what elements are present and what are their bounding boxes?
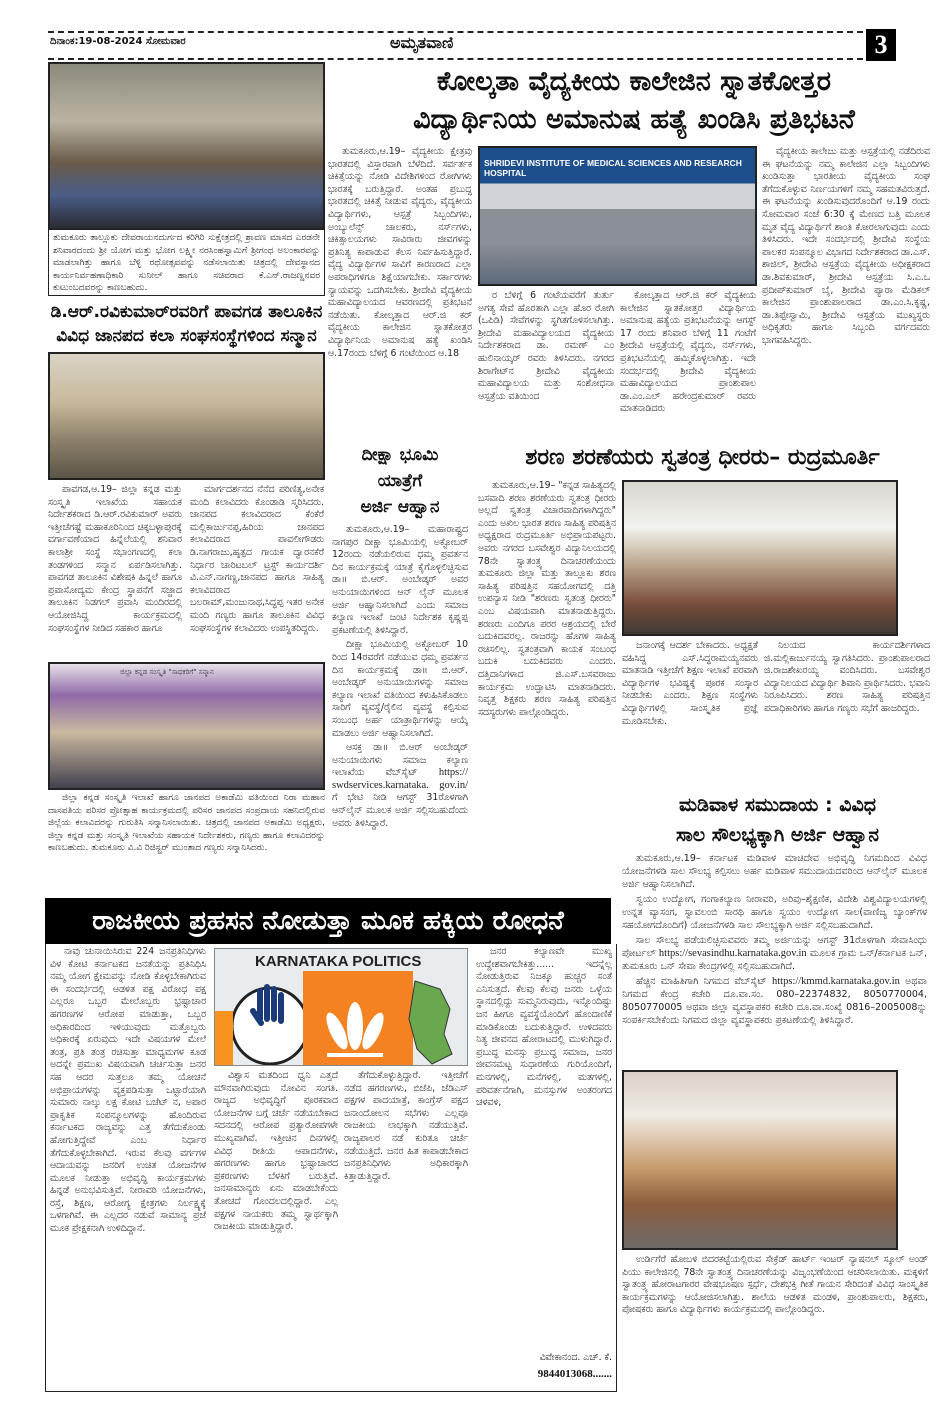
paragraph: ತುಮಕೂರು,ಆ.19– ಮಹಾರಾಷ್ಟ್ರದ ನಾಗಪುರ ದೀಕ್ಷಾ ಭೂಮಿಯಲ್ಲಿ ಅಕ್ಟೋಬರ್ 12ರಂದು ನಡೆಯಲಿರುವ ಧಮ್ಮ ಪ್ರವರ್ತನ ದಿನ ಕಾರ್ಯಕ್ರಮಕ್ಕೆ ಯಾತ್ರೆ ಕೈಗೊಳ್ಳಲಿಚ್ಛಿಸುವ ಡಾ॥ ಬಿ.ಆರ್. ಅಂಬೇಡ್ಕರ್ ಅವರ ಅನುಯಾಯಿಗಳಿಂದ ಆನ್ ಲೈನ್ ಮೂಲಕ ಅರ್ಜಿ ಆಹ್ವಾನಿಸಲಾಗಿದೆ ಎಂದು ಸಮಾಜ ಕಲ್ಯಾಣ ಇಲಾಖೆ ಜಂಟಿ ನಿರ್ದೇಶಕ ಕೃಷ್ಣಪ್ಪ ಪ್ರಕಟಣೆಯಲ್ಲಿ ತಿಳಿಸಿದ್ದಾರೆ. [332, 524, 468, 636]
kolkata-headline [338, 63, 930, 139]
politics-text-col2 [214, 1070, 338, 1388]
award-caption [48, 792, 325, 894]
school-celebration-photo [622, 1070, 898, 1250]
hospital-sign: SHRIDEVI INSTITUTE OF MEDICAL SCIENCES AND RESEARCH HOSPITAL [484, 158, 742, 178]
ravikumar-headline [44, 300, 329, 348]
karnataka-politics-graphic [214, 948, 468, 1066]
paragraph: ಸ್ವಯಂ ಉದ್ಯೋಗ, ಗಂಗಾಕಲ್ಯಾಣ ನೀರಾವರಿ, ಅರಿವು–ಶೈಕ್ಷಣಿಕ, ವಿದೇಶಿ ವಿಶ್ವವಿದ್ಯಾಲಯಗಳಲ್ಲಿ ಉನ್ನತ ವ್ಯಾಸಂಗ, ಸ್ವಾವಲಂಬಿ ಸಾರಥಿ ಹಾಗೂ ಸ್ವಯಂ ಉದ್ಯೋಗ ಸಾಲ(ವಾಣಿಜ್ಯ ಬ್ಯಾಂಕ್‌ಗಳ ಸಹಯೋಗದೊಂದಿಗೆ) ಯೋಜನೆಗಳಡಿ ಸಾಲ ಸೌಲಭ್ಯಕ್ಕಾಗಿ ಅರ್ಜಿ ಸಲ್ಲಿಸಬಹುದಾಗಿದೆ. [622, 894, 927, 931]
seminar-photo [622, 480, 898, 636]
ravikumar-text-col1 [48, 484, 182, 660]
party-symbols-icon [215, 971, 468, 1066]
paragraph: ಪಾವಗಡ,ಆ.19– ಜಿಲ್ಲಾ ಕನ್ನಡ ಮತ್ತು ಸಂಸ್ಕೃತಿ ಇಲಾಖೆಯ ಸಹಾಯಕ ನಿರ್ದೇಶಕರಾದ ಡಿ.ಆರ್.ರವಿಕುಮಾರ್ ಅವರು ಇತ್ತೀಚೆಗಷ್ಟೆ ಮಹಾಕೂರಿನಿಂದ ಚಿಕ್ಕಬಳ್ಳಾಪುರಕ್ಕೆ ವರ್ಗಾವಣೆಯಾದ ಹಿನ್ನೆಲೆಯಲ್ಲಿ ಶನಿವಾರ ಕಾಲಾಶ್ರೀ ಸಂಸ್ಥೆ ಸಭಾಂಗಣದಲ್ಲಿ ಕಲಾ ತಂಡಗಳಿಂದ ಸನ್ಮಾನ ಏರ್ಪಡಿಸಲಾಗಿತ್ತು. ಪಾವಗಡ ತಾಲೂಕಿನ ವಿಶೇಷಕಿ ಹಿನ್ನಲೆ ಹಾಗೂ ಪ್ರವಾಸೋದ್ಯಮ ಕೇಂದ್ರ ಸ್ಥಾಪನೆಗೆ ಸಜ್ಜಾದ ತಾಲೂಕಿನ ನಿಡಗಲ್ ಪ್ರವಾಸಿ ಮಂದಿರದಲ್ಲಿ ಆಯೋಜಿಸಿದ್ದ ಕಾರ್ಯಕ್ರಮದಲ್ಲಿ ಸಂಘಸಂಸ್ಥೆಗಳ ನೀಡಿದ ಸಹಕಾರ ಹಾಗೂ [48, 484, 182, 634]
hand-symbol-icon [253, 987, 281, 1023]
paragraph: ನಿಲಯದ ಕಾರ್ಯದರ್ಶಿಗಳಾದ ಜಿ.ಮಲ್ಲಿಕಾರ್ಜುನಯ್ಯ ಸ್ವಾಗತಿಸಿದರು. ಪ್ರಾಂಶುಪಾಲರಾದ ಜಿ.ರಾಜಶೇಖರಯ್ಯ ವಂದಿಸಿದರು. ಬಸವೇಶ್ವರ ವಿದ್ಯಾನಿಲಯದ ವಿದ್ಯಾರ್ಥಿ ಶಿವಾನಿ ಪ್ರಾರ್ಥಿಸಿದರು. ಭವಾನಿ ನಿರೂಪಿಸಿದರು. ಶರಣ ಸಾಹಿತ್ಯ ಪರಿಷತ್ತಿನ ಪದಾಧಿಕಾರಿಗಳು ಹಾಗೂ ಗಣ್ಯರು ಸಭೆಗೆ ಹಾಜರಿದ್ದರು. [764, 640, 930, 714]
paragraph: ಸಾಲ ಸೌಲಭ್ಯ ಪಡೆಯಲಿಚ್ಛಿಸುವವರು ತಮ್ಮ ಅರ್ಜಿಯನ್ನು ಆಗಸ್ಟ್ 31ರೊಳಗಾಗಿ ಸೇವಾಸಿಂಧು ಪೋರ್ಟಲ್ [622, 935, 927, 959]
paragraph: ರ ಬೆಳಿಗ್ಗೆ 6 ಗಂಟೆಯವರೆಗೆ ತುರ್ತು ಅಗತ್ಯ ಸೇವೆ ಹೊರತಾಗಿ ಎಲ್ಲಾ ಹೊರ ರೋಗಿ (ಒಪಿಡಿ) ಸೇವೆಗಳನ್ನು ಸ್ಥಗಿತಗೊಳಿಸಲಾಗಿತ್ತು. ಶ್ರೀದೇವಿ ಮಹಾವಿದ್ಯಾಲಯದ ವೈದ್ಯಕೀಯ ನಿರ್ದೇಶಕರಾದ ಡಾ. ರಮಣ್ ಎಂ ಹುಲಿನಾಯ್ಕರ್ ರವರು ತಿಳಿಸಿದರು. ನಗರದ ಶಿರಾಗೇಟ್‌ನ ಶ್ರೀದೇವಿ ವೈದ್ಯಕೀಯ ಮಹಾವಿದ್ಯಾಲಯ ಮತ್ತು ಸಂಶೋಧನಾ ಆಸ್ಪತ್ರೆಯ ವತಿಯಿಂದ [478, 290, 614, 402]
politics-text-col3 [344, 1070, 468, 1388]
paragraph: ಉರ್ಡಿಗೆರೆ ಹೋಬಳಿ ಬಿದರಕಟ್ಟೆಯಲ್ಲಿರುವ ಸೇಕ್ರೆಡ್ ಹಾರ್ಟ್ ಇಂಟರ್ ನ್ಯಾಷನಲ್ ಸ್ಕೂಲ್ ಅಂಡ್ ಪಿಯು ಕಾಲೇಜಿನಲ್ಲಿ 78ನೇ ಸ್ವಾತಂತ್ರ್ಯ ದಿನಾಚರಣೆಯನ್ನು ವಿಜೃಂಭಣೆಯಿಂದ ಆಚರಿಸಲಾಯಿತು. ಮಕ್ಕಳಿಗೆ ಸ್ವಾತಂತ್ರ್ಯ ಹೋರಾಟಗಾರರ ವೇಷಭೂಷಣ ಸ್ಪರ್ಧೆ, ದೇಶಭಕ್ತಿ ಗೀತೆ ಗಾಯನ ಸೇರಿದಂತೆ ವಿವಿಧ ಸಾಂಸ್ಕೃತಿಕ ಕಾರ್ಯಕ್ರಮಗಳನ್ನು ಆಯೋಜಿಸಲಾಗಿತ್ತು. ಶಾಲೆಯ ಆಡಳಿತ ಮಂಡಳಿ, ಪ್ರಾಂಶುಪಾಲರು, ಶಿಕ್ಷಕರು, ಪೋಷಕರು ಹಾಗೂ ವಿದ್ಯಾರ್ಥಿಗಳು ಕಾರ್ಯಕ್ರಮದಲ್ಲಿ ಪಾಲ್ಗೊಂಡಿದ್ದರು. [622, 1254, 928, 1316]
sevasindhu-url[interactable]: https://sevasindhu.karnataka.gov.in [658, 948, 807, 959]
headline-line: ವಿದ್ಯಾರ್ಥಿನಿಯ ಅಮಾನುಷ ಹತ್ಯೆ ಖಂಡಿಸಿ ಪ್ರತಿಭಟನೆ [413, 104, 855, 135]
headline-line: ಕೋಲ್ಕತಾ ವೈದ್ಯಕೀಯ ಕಾಲೇಜಿನ ಸ್ನಾತಕೋತ್ತರ [436, 66, 832, 97]
paragraph: ಆಸಕ್ತ ಡಾ॥ ಬಿ.ಆರ್ ಅಂಬೇಡ್ಕರ್ ಅನುಯಾಯಿಗಳು ಸಮಾಜ ಕಲ್ಯಾಣ ಇಲಾಖೆಯ ವೆಬ್‌ಸೈಟ್ [332, 742, 468, 779]
author-phone: 9844013068....... [537, 1368, 612, 1380]
headline-line: ಡಿ.ಆರ್.ರವಿಕುಮಾರ್‌ರವರಿಗೆ ಪಾವಗಡ ತಾಲೂಕಿನ [50, 302, 323, 322]
paragraph: ಅಥವಾ ನಿಗಮದ ಕೇಂದ್ರ ಕಚೇರಿ ದೂ.ವಾ.ಸಂ. 080–22374832, 8050770004, 8050770005 ಅಥವಾ ಜಿಲ್ಲಾ ವ್ಯವಸ್ಥಾಪಕರ ಕಚೇರಿ ದೂ.ವಾ.ಸಂಖ್ಯೆ 0816–2005008ನ್ನು ಸಂಪರ್ಕಿಸಬೇಕೆಂದು ನಿಗಮದ ಜಿಲ್ಲಾ ವ್ಯವಸ್ಥಾಪಕರು ಪ್ರಕಟಣೆಯಲ್ಲಿ ತಿಳಿಸಿದ್ದಾರೆ. [622, 976, 927, 1026]
paragraph: ವಿಶ್ವಾಸ ಮತದಿಂದ ಧ್ವನಿ ಎತ್ತದೆ ಮೌನವಾಗಿರುವುದು ನೋವಿನ ಸಂಗತಿ. ರಾಜ್ಯದ ಅಭಿವೃದ್ಧಿಗೆ ಪೂರಕವಾದ ಯೋಜನೆಗಳ ಬಗ್ಗೆ ಚರ್ಚೆ ನಡೆಯಬೇಕಾದ ಸದನದಲ್ಲಿ ಆರೋಪ ಪ್ರತ್ಯಾರೋಪಗಳೇ ಮುಖ್ಯವಾಗಿವೆ. ಇತ್ತೀಚಿನ ದಿನಗಳಲ್ಲಿ ವಿವಿಧ ರೀತಿಯ ಆಪಾದನೆಗಳು, ಹಗರಣಗಳು ಹಾಗೂ ಭ್ರಷ್ಟಾಚಾರದ ಪ್ರಕರಣಗಳು ಬೆಳಕಿಗೆ ಬರುತ್ತಿವೆ. ಜನಸಾಮಾನ್ಯರು ಏನು ಮಾಡಬೇಕೆಂದು ತೋಚದೆ ಗೊಂದಲದಲ್ಲಿದ್ದಾರೆ. ಎಲ್ಲ ಪಕ್ಷಗಳ ನಾಯಕರು ತಮ್ಮ ಸ್ವಾರ್ಥಕ್ಕಾಗಿ ರಾಜಕೀಯ ಮಾಡುತ್ತಿದ್ದಾರೆ. [214, 1070, 338, 1233]
felicitation-photo [48, 352, 325, 480]
madivala-text [622, 852, 927, 1064]
temple-photo [48, 62, 325, 230]
karnataka-map-icon [409, 981, 452, 1064]
headline-line: ವಿವಿಧ ಜಾನಪದ ಕಲಾ ಸಂಘಸಂಸ್ಥೆಗಳಿಂದ ಸನ್ಮಾನ [56, 326, 317, 346]
paragraph: ಕೋಲ್ಕತ್ತಾದ ಆರ್.ಜಿ ಕರ್ ವೈದ್ಯಕೀಯ ಕಾಲೇಜಿನ ಸ್ನಾತಕೋತ್ತರ ವಿದ್ಯಾರ್ಥಿಯ ಅಮಾನುಷ ಹತ್ಯೆಯ ಪ್ರತಿಭಟನೆಯನ್ನು ಆಗಸ್ಟ್ 17 ರಂದು ಶನಿವಾರ ಬೆಳಿಗ್ಗೆ 11 ಗಂಟೆಗೆ ಶ್ರೀದೇವಿ ಆಸ್ಪತ್ರೆಯಲ್ಲಿ ವೈದ್ಯರು, ನರ್ಸ್‌ಗಳು, ಪ್ರತಿಭಟನೆಯಲ್ಲಿ ಹಮ್ಮಿಕೊಳ್ಳಲಾಗಿತ್ತು. ಇದೇ ಸಂದರ್ಭದಲ್ಲಿ ಶ್ರೀದೇವಿ ವೈದ್ಯಕೀಯ ಮಹಾವಿದ್ಯಾಲಯದ ಪ್ರಾಂಶುಪಾಲ ಡಾ.ಎಂ.ಎಲ್ ಹರೇಂದ್ರಕುಮಾರ್ ರವರು ಮಾತನಾಡಿದರು [620, 290, 756, 415]
deeksha-headline [330, 442, 470, 520]
kolkata-text-col1 [328, 146, 472, 432]
rudramurthy-text-col1 [478, 480, 616, 786]
headline-line: ಯಾತ್ರೆಗೆ [377, 471, 423, 491]
award-photo [48, 662, 325, 790]
paragraph: ತುಮಕೂರು,ಆ.19– ವೈದ್ಯಕೀಯ ಕ್ಷೇತ್ರವು ಭಾರತದಲ್ಲಿ ವಿಸ್ತಾರವಾಗಿ ಬೆಳೆದಿದೆ. ಸರ್ವರ್ತಕ ಚಿಕಿತ್ಸೆಯನ್ನು ನೋಡಿ ವಿದೇಶಿಗಳಿಂದ ರೋಗಿಗಳು ಭಾರತಕ್ಕೆ ಬರುತ್ತಿದ್ದಾರೆ. ಅಂತಹ ಪ್ರಬುದ್ಧ ಭಾರತದಲ್ಲಿ ಚಿಕಿತ್ಸೆ ನೀಡುವ ವೈದ್ಯರು, ವೈದ್ಯಕೀಯ ವಿದ್ಯಾರ್ಥಿಗಳು, ಆಸ್ಪತ್ರೆ ಸಿಬ್ಬಂದಿಗಳು, ಅಂಬ್ಯುಲೆನ್ಸ್ ಚಾಲಕರು, ನರ್ಸ್‌ಗಳು, ಚಿಕಿತ್ಸಾಲಯಗಳು ಸಾವಿರಾರು ಜೀವಗಳನ್ನು ಪ್ರತಿನಿತ್ಯ ಕಾಪಾಡುವ ಕೆಲಸ ನಿರ್ವಹಿಸುತ್ತಿದ್ದಾರೆ. ವೈದ್ಯ ವಿದ್ಯಾರ್ಥಿಗಳ ಸಾವಿಗೆ ಕಾರಣರಾದ ಎಲ್ಲಾ ಅಪರಾಧಿಗಳಿಗೂ ಶಿಕ್ಷೆಯಾಗಬೇಕು. ಸರ್ಕಾರಗಳು ನ್ಯಾಯವನ್ನು ಒದಗಿಸಬೇಕು. ಶ್ರೀದೇವಿ ವೈದ್ಯಕೀಯ ಮಹಾವಿದ್ಯಾಲಯದ ಆವರಣದಲ್ಲಿ ಪ್ರತಿಭಟನೆ ನಡೆಯಿತು. ಕೋಲ್ಕತ್ತಾದ ಆರ್.ಜಿ ಕರ್ ವೈದ್ಯಕೀಯ ಕಾಲೇಜಿನ ಸ್ನಾತಕೋತ್ತರ ವಿದ್ಯಾರ್ಥಿನಿಯ ಅಮಾನುಷ ಹತ್ಯೆ ಖಂಡಿಸಿ ಆ.17ರಂದು ಬೆಳಿಗ್ಗೆ 6 ಗಂಟೆಯಿಂದ ಆ.18 [328, 146, 472, 359]
paper-name: ಅಮೃತವಾಣಿ [390, 33, 454, 52]
paragraph: ಮಾರ್ಗದರ್ಶನದ ನೆನೆದ ಪರಿಣಿತ್ಯ,ಅನೇಕ ಮಂದಿ ಕಲಾವಿದರು ಕೊಂಡಾಡಿ ಸ್ಮರಿಸಿದರು. ಜಾನಪದ ಕಲಾವಿದರಾದ ಕೆಂಕೆರೆ ಮಲ್ಲಿಕಾರ್ಜುನಪ್ಪ,ಹಿರಿಯ ಜಾನಪದ ಕಲಾವಿದರಾದ ಪಾವಲೀಗೌಡರು ಡಿ.ನಾಗರಾಜು,ಹೃತ್ಪದ ಗಾಯಕ ದ್ವಾರನಕೆರೆ ನಿರ್ಧಾರ ಚಾರಿಟಬಲ್ ಟ್ರಸ್ಟ್ ಕಾರ್ಯದರ್ಶಿ ವಿ.ಎನ್.ನಾಗಣ್ಣ,ಜಾನಪದ ಹಾಗೂ ಸಾಹಿತ್ಯ ಕಲಾವಿದರಾದ ಬಲರಾಮ್,ಮಂಜುನಾಥ,ಸಿದ್ಧಪ್ಪ ಇತರ ಅನೇಕ ಮಂದಿ ಗಣ್ಯರು ಹಾಗೂ ತಾಲೂಕಿನ ವಿವಿಧ ಸಂಘಸಂಸ್ಥೆಗಳ ಕಲಾವಿದರು ಉಪಸ್ಥಿತರಿದ್ದರು. [190, 484, 324, 634]
politics-headline: ರಾಜಕೀಯ ಪ್ರಹಸನ ನೋಡುತ್ತಾ ಮೂಕ ಹಕ್ಕಿಯ ರೋಧನೆ [45, 898, 611, 944]
kolkata-text-col4 [762, 146, 930, 432]
stage-banner-text: ಜಿಲ್ಲಾ ಕನ್ನಡ ಸಂಸ್ಕೃತಿ "ಸಾಧಕರಿಗೆ" ಸನ್ಮಾನ [120, 668, 214, 676]
paragraph: ಜನರ ಕಲ್ಯಾಣವೇ ಮುಖ್ಯ ಉದ್ದೇಶವಾಗಬೇಕಿತ್ತು...... ಇದನ್ನೆಲ್ಲ ನೋಡುತ್ತಿರುವ ನಿಜಕ್ಕೂ ಹುಚ್ಚರ ಸಂತೆ ಎನಿಸುತ್ತದೆ. ಕೆಲವು ಕೆಲವು ಜನರು ಒಳ್ಳೆಯ ಸ್ಥಾನದಲ್ಲಿದ್ದು ಸುಮ್ಮನಿರುವುದು, ಇನ್ನೊಂದಿಷ್ಟು ಜನ ಹೀಗೂ ವ್ಯವಸ್ಥೆಯೊಂದಿಗೆ ಹೊಂದಾಣಿಕೆ ಮಾಡಿಕೊಂಡು ಬದುಕುತ್ತಿದ್ದಾರೆ. ಉಳಿದವರು ನಿತ್ಯ ಜೀವನದ ಹೋರಾಟದಲ್ಲಿ ಮುಳುಗಿದ್ದಾರೆ. ಪ್ರಬುದ್ಧ ಮನಸ್ಸು ಪ್ರಬುದ್ಧ ಸಮಾಜ, ಜನರ ಜೀವನಮಟ್ಟ ಸುಧಾರಣೆಯ ಗುರಿಯೊಂದಿಗೆ, ಮನಗಳಲ್ಲಿ, ಮನೆಗಳಲ್ಲಿ, ಮತಗಳಲ್ಲಿ, ಪರಿವರ್ತನೆಗಾಗಿ, ಮನಸ್ಸುಗಳ ಅಂತರಂಗದ ಚಳವಳಿ, [476, 946, 612, 1109]
top-rule [48, 31, 863, 33]
paragraph: ತೆಗೆದುಕೊಳ್ಳುತ್ತಿದ್ದಾರೆ. ಇತ್ತೀಚೆಗೆ ನಡೆದ ಹಗರಣಗಳು, ಬಿಜೆಪಿ, ಜೆಡಿಎಸ್ ಪಕ್ಷಗಳ ಪಾದಯಾತ್ರೆ, ಕಾಂಗ್ರೆಸ್ ಪಕ್ಷದ ಜನಾಂದೋಲನ ಸಭೆಗಳು ಎಲ್ಲವೂ ರಾಜಕೀಯ ಲಾಭಕ್ಕಾಗಿ ನಡೆಯುತ್ತಿವೆ. ರಾಜ್ಯಪಾಲರ ನಡೆ ಕುರಿತೂ ಚರ್ಚೆ ನಡೆಯುತ್ತಿದೆ. ಜನರ ಹಿತ ಕಾಪಾಡಬೇಕಾದ ಜನಪ್ರತಿನಿಧಿಗಳು ಅಧಿಕಾರಕ್ಕಾಗಿ ಕಿತ್ತಾಡುತ್ತಿದ್ದಾರೆ. [344, 1070, 468, 1182]
header-rule [48, 58, 863, 60]
paragraph: ಹೆಚ್ಚಿನ ಮಾಹಿತಿಗಾಗಿ ನಿಗಮದ ವೆಬ್‌ಸೈಟ್ [636, 976, 767, 987]
ravikumar-text-col2 [190, 484, 324, 660]
kolkata-text-col2 [478, 290, 614, 432]
paragraph: ಮೂಲಕ ಗ್ರಾಮ ಒನ್/ಕರ್ನಾಟಕ ಒನ್, ತುಮಕೂರು ಒನ್ ಸೇವಾ ಕೇಂದ್ರಗಳಲ್ಲಿ ಸಲ್ಲಿಸಬಹುದಾಗಿದೆ. [622, 948, 927, 972]
paragraph: ತುಮಕೂರು,ಆ.19– "ಕನ್ನಡ ಸಾಹಿತ್ಯದಲ್ಲಿ ಬಸವಾದಿ ಶರಣ ಶರಣೆಯರು ಸ್ವತಂತ್ರ ಧೀರರು ಅಲ್ಲದೆ ಸ್ವತಂತ್ರ ವಿಚಾರವಾದಿಗಳಾಗಿದ್ದರು" ಎಂದು ಅಖಿಲ ಭಾರತ ಶರಣ ಸಾಹಿತ್ಯ ಪರಿಷತ್ತಿನ ಅಧ್ಯಕ್ಷರಾದ ರುದ್ರಮೂರ್ತಿ ಅಭಿಪ್ರಾಯಪಟ್ಟರು. ಅವರು ನಗರದ ಬಸವೇಶ್ವರ ವಿದ್ಯಾನಿಲಯದಲ್ಲಿ 78ನೇ ಸ್ವಾತಂತ್ರ್ಯ ದಿನಾಚರಣೆಯಂದು ತುಮಕೂರು ಜಿಲ್ಲಾ ಮತ್ತು ತಾಲ್ಲೂಕು ಶರಣ ಸಾಹಿತ್ಯ ಪರಿಷತ್ತಿನ ಸಹಯೋಗದಲ್ಲಿ ದತ್ತಿ ಉಪನ್ಯಾಸ ನೀಡಿ "ಶರಣರು ಸ್ವತಂತ್ರ ಧೀರರು" ಎಂಬ ವಿಷಯವಾಗಿ ಮಾತನಾಡುತ್ತಿದ್ದರು. ಶರಣರು ಎಂದಿಗೂ ಪರರ ಆಶ್ರಯದಲ್ಲಿ ಬೇರೆ ಬದುಕಿದವರಲ್ಲ. ರಾಜರನ್ನು ಹೊಗಳಿ ಸಾಹಿತ್ಯ ರಚಿಸಲಿಲ್ಲ. ಸ್ವತಂತ್ರವಾಗಿ ಕಾಯಕ ಸಂಬಂಧ ಬದುಕಿ ಬದುಕಿದವರು ಎಂದರು. ದತ್ತಿದಾನಿಗಳಾದ ಜಿ.ಎಸ್.ಬಸವರಾಜು ಕಾರ್ಯಕ್ರಮ ಉದ್ಘಾಟಿಸಿ ಮಾತನಾಡಿದರು. ನಿವೃತ್ತ ಶಿಕ್ಷಕರು ಶರಣ ಸಾಹಿತ್ಯ ಪರಿಷತ್ತಿನ ಸದಸ್ಯರುಗಳು ಪಾಲ್ಗೊಂಡಿದ್ದರು. [478, 480, 616, 718]
headline-line: ಸಾಲ ಸೌಲಭ್ಯಕ್ಕಾಗಿ ಅರ್ಜಿ ಆಹ್ವಾನ [676, 824, 879, 846]
politics-text-col4 [476, 946, 612, 1281]
rudramurthy-headline: ಶರಣ ಶರಣೆಯರು ಸ್ವತಂತ್ರ ಧೀರರು– ರುದ್ರಮೂರ್ತಿ [525, 445, 880, 470]
page-number: 3 [866, 29, 896, 61]
school-caption [622, 1254, 928, 1388]
politics-text-col1 [50, 946, 206, 1388]
kolkata-text-col3 [620, 290, 756, 432]
rudramurthy-text-col3 [764, 640, 930, 786]
hospital-protest-photo [478, 146, 757, 286]
rudramurthy-text-col2 [622, 640, 758, 786]
paragraph: ನಾವು ಚುನಾಯಿಸಿರುವ 224 ಜನಪ್ರತಿನಿಧಿಗಳು ವಿಳ ಕೋಟಿ ಕರ್ನಾಟಕದ ಜನತೆಯನ್ನು ಪ್ರತಿನಿಧಿಸಿ ನಮ್ಮ ಯೋಗ ಕ್ಷೇಮವನ್ನು ನೋಡಿ ಕೊಳ್ಳಬೇಕಾಗಿರುವ ಈ ಸಂದರ್ಭದಲ್ಲಿ ಆಡಳಿತ ಪಕ್ಷ ವಿರೋಧ ಪಕ್ಷ ಎಲ್ಲರೂ ಒಬ್ಬರ ಮೇಲೊಬ್ಬರು ಭ್ರಷ್ಟಾಚಾರ ಹಗರಣಗಳ ಆರೋಪ ಮಾಡುತ್ತಾ, ಒಬ್ಬರ ಅಧಿಕಾರದಿಂದ ಇಳಿಯುವುದು ಮತ್ತೊಬ್ಬರು ಅಧಿಕಾರಕ್ಕೆ ಏರುವುದು ಇದೇ ವಿಷಯಗಳ ಮೇಲೆ ತಂತ್ರ, ಪ್ರತಿ ತಂತ್ರ ರಚಿಸುತ್ತಾ ಮಾಧ್ಯಮಗಳ ಕೂಡ ಅದನ್ನೇ ಪ್ರಮುಖ ವಿಷಯವಾಗಿ ಚರ್ಚಿಸುತ್ತಾ ಜನರ ಸಹ ಆದರ ಸುತ್ತಲೂ ತಮ್ಮ ಯೋಚನೆ ಅಭಿಪ್ರಾಯಗಳನ್ನು ವ್ಯಕ್ತಪಡಿಸುತ್ತಾ ಒಟ್ಟಾರೆಯಾಗಿ ಸುಮಾರು ನಾಲ್ಕು ಲಕ್ಷ ಕೋಟಿ ಬಜೆಟ್ ನ, ಅಪಾರ ಪ್ರಾಕೃತಿಕ ಸಂಪನ್ಮೂಲಗಳನ್ನು ಹೊಂದಿರುವ ಕರ್ನಾಟಕದ ರಾಜ್ಯವನ್ನು ಎತ್ತ ತೆಗೆದುಕೊಂಡು ಹೋಗುತ್ತಿದ್ದೇವೆ ಎಂಬ ನಿರ್ಧಾರ ತೆಗೆದುಕೊಳ್ಳಬೇಕಾಗಿದೆ. ಇರುವ ಕೆಲವು ವರ್ಗಗಳ ಆದಾಯವನ್ನು ಜನರಿಗೆ ಉಚಿತ ಯೋಜನೆಗಳ ಮೂಲಕ ನೀಡುತ್ತಾ ಅಭಿವೃದ್ಧಿ ಕಾರ್ಯಕ್ರಮಗಳು ಹಿನ್ನಡೆ ಅನುಭವಿಸುತ್ತಿವೆ. ನೀರಾವರಿ ಯೋಜನೆಗಳು, ರಸ್ತೆ, ಶಿಕ್ಷಣ, ಆರೋಗ್ಯ ಕ್ಷೇತ್ರಗಳು ನಿರ್ಲಕ್ಷ್ಯಕ್ಕೆ ಒಳಗಾಗಿವೆ. ಈ ಎಲ್ಲದರ ನಡುವೆ ಸಾಮಾನ್ಯ ಪ್ರಜೆ ಮೂಕ ಪ್ರೇಕ್ಷಕನಾಗಿ ಉಳಿದಿದ್ದಾನೆ. [50, 946, 206, 1235]
kmmd-url[interactable]: https://kmmd.karnataka.gov.in [771, 976, 900, 987]
graphic-title: KARNATAKA POLITICS [255, 953, 422, 970]
paragraph: ಗೆ ಭೇಟಿ ನೀಡಿ ಆಗಸ್ಟ್ 31ರೊಳಗಾಗಿ ಆನ್‌ಲೈನ್ ಮೂಲಕ ಅರ್ಜಿ ಸಲ್ಲಿಸಬಹುದೆಂದು ಅವರು ತಿಳಿಸಿದ್ದಾರೆ. [332, 792, 468, 829]
swd-url[interactable]: https:// swdservices.karnataka. gov.in/ [332, 767, 468, 791]
headline-line: ಮಡಿವಾಳ ಸಮುದಾಯ : ವಿವಿಧ [678, 794, 877, 816]
headline-line: ದೀಕ್ಷಾ ಭೂಮಿ [361, 445, 439, 465]
paragraph: ಜನಾಂಗಕ್ಕೆ ಆದರ್ಶ ಬೇಕಾದರು. ಅಧ್ಯಕ್ಷತೆ ವಹಿಸಿದ್ದ ಎಸ್.ಸಿದ್ಧರಾಮಯ್ಯನವರು ಮಾತನಾಡಿ ಇತ್ತೀಚೆಗೆ ಶಿಕ್ಷಣ ಇಲಾಖೆ ಪರವಾಗಿ ವಿದ್ಯಾರ್ಥಿಗಳ ಭವಿಷ್ಯಕ್ಕೆ ಪೂರಕ ಸಂಸ್ಕಾರ ನೀಡಬೇಕು ಎಂದರು. ಶಿಕ್ಷಣ ಸಂಸ್ಥೆಗಳು ವಿದ್ಯಾರ್ಥಿಗಳಲ್ಲಿ ಸಾಂಸ್ಕೃತಿಕ ಪ್ರಜ್ಞೆ ಮೂಡಿಸಬೇಕು. [622, 640, 758, 727]
paragraph: ದೀಕ್ಷಾ ಭೂಮಿಯಲ್ಲಿ ಅಕ್ಟೋಬರ್ 10 ರಿಂದ 14ರವರೆಗೆ ನಡೆಯುವ ಧಮ್ಮ ಪ್ರವರ್ತನ ದಿನ ಕಾರ್ಯಕ್ರಮಕ್ಕೆ ಡಾ॥ ಬಿ.ಆರ್. ಅಂಬೇಡ್ಕರ್ ಅನುಯಾಯಿಗಳನ್ನು ಸಮಾಜ ಕಲ್ಯಾಣ ಇಲಾಖೆ ವತಿಯಿಂದ ಕಳುಹಿಸಿಕೊಡಲು ಸಾರಿಗೆ ವ್ಯವಸ್ಥೆ/ರೈಲಿನ ವ್ಯವಸ್ಥೆ ಕಲ್ಪಿಸುವ ಸಂಬಂಧ ಅರ್ಹ ಯಾತ್ರಾರ್ಥಿಗಳನ್ನು ಆಯ್ಕೆ ಮಾಡಲು ಅರ್ಜಿ ಆಹ್ವಾನಿಸಲಾಗಿದೆ. [332, 639, 468, 739]
paragraph: ವೈದ್ಯಕೀಯ ಕಾಲೇಜು ಮತ್ತು ಆಸ್ಪತ್ರೆಯಲ್ಲಿ ನಡೆದಿರುವ ಈ ಘಟನೆಯನ್ನು ನಮ್ಮ ಕಾಲೇಜಿನ ಎಲ್ಲಾ ಸಿಬ್ಬಂದಿಗಳು ಖಂಡಿಸುತ್ತಾ ಭಾರತೀಯ ವೈದ್ಯಕೀಯ ಸಂಘ ತೆಗೆದುಕೊಳ್ಳುವ ನಿರ್ಣಯಗಳಿಗೆ ನಮ್ಮ ಸಹಮತವಿರುತ್ತದೆ. ಈ ಘಟನೆಯನ್ನು ಖಂಡಿಸುವುದರೊಂದಿಗೆ ಆ.19 ರಂದು ಸೋಮವಾರ ಸಂಜೆ 6:30 ಕ್ಕೆ ಮೇಣದ ಬತ್ತಿ ಮೂಲಕ ಮೃತ ವೈದ್ಯ ವಿದ್ಯಾರ್ಥಿಗೆ ಶಾಂತಿ ಕೋರಲಾಗುವುದು ಎಂದು ತಿಳಿಸಿದರು. ಇದೇ ಸಂದರ್ಭದಲ್ಲಿ ಶ್ರೀದೇವಿ ಸಂಸ್ಥೆಯ ಪಾಲಕರ ಸಂಪನ್ಮೂಲ ವಿಭಾಗದ ನಿರ್ದೇಶಕರಾದ ಡಾ.ಎಸ್. ಶಾಜಿಲ್, ಶ್ರೀದೇವಿ ಆಸ್ಪತ್ರೆಯ ವೈದ್ಯಕೀಯ ಅಧೀಕ್ಷಕರಾದ ಡಾ.ಶಿವಕುಮಾರ್, ಶ್ರೀದೇವಿ ಆಸ್ಪತ್ರೆಯ ಸಿ.ಎ.ಒ ಪ್ರದೀಪ್‌ಕುಮಾರ್ ಬೈ, ಶ್ರೀದೇವಿ ಪ್ಯಾರಾ ಮೆಡಿಕಲ್ ಕಾಲೇಜಿನ ಪ್ರಾಂಶುಪಾಲರಾದ ಡಾ.ಎಂ.ಸಿ.ಕೃಷ್ಣ, ಡಾ.ತಿಪ್ಪೇಸ್ವಾಮಿ, ಶ್ರೀದೇವಿ ಆಸ್ಪತ್ರೆಯ ಮುಖ್ಯಸ್ಥರು ಅಧಿಕೃತರು ಹಾಗೂ ಸಿಬ್ಬಂದಿ ವರ್ಗದವರು ಭಾಗವಹಿಸಿದ್ದರು. [762, 146, 930, 346]
deeksha-text [332, 524, 468, 884]
paragraph: ತುಮಕೂರು,ಆ.19– ಕರ್ನಾಟಕ ಮಡಿವಾಳ ಮಾಚಿದೇವ ಅಭಿವೃದ್ಧಿ ನಿಗಮದಿಂದ ವಿವಿಧ ಯೋಜನೆಗಳಡಿ ಸಾಲ ಸೌಲಭ್ಯ ಕಲ್ಪಿಸಲು ಅರ್ಹ ಮಡಿವಾಳ ಸಮುದಾಯದವರಿಂದ ಆನ್‌ಲೈನ್ ಮೂಲಕ ಅರ್ಜಿ ಆಹ್ವಾನಿಸಲಾಗಿದೆ. [622, 853, 927, 890]
paragraph: ಜಿಲ್ಲಾ ಕನ್ನಡ ಸಂಸ್ಕೃತಿ ಇಲಾಖೆ ಹಾಗೂ ಜಾನಪದ ಅಕಾಡೆಮಿ ವತಿಯಿಂದ ನಿರಾ ಮಹಾನ ದಾಸಪತಿಯ ಪರಿಸರ ಪ್ರೋತ್ಸಾಹ ಕಾರ್ಯಕ್ರಮದಲ್ಲಿ ಪರಿಸರ ಜಾನಪದ ಸಂಪ್ರದಾಯ ಸಹನಿದಲ್ಲಿರುವ ಜಿಲ್ಲೆಯ ಕಲಾವಿದರನ್ನು ಗುರುತಿಸಿ ಸನ್ಮಾನಿಸಲಾಯಿತು. ಚಿತ್ರದಲ್ಲಿ ಜಾನಪದ ಅಕಾಡೆಮಿ ಅಧ್ಯಕ್ಷರು, ಜಿಲ್ಲಾ ಕನ್ನಡ ಮತ್ತು ಸಂಸ್ಕೃತಿ ಇಲಾಖೆಯ ಸಹಾಯಕ ನಿರ್ದೇಶಕರು, ಗಣ್ಯರು ಹಾಗೂ ಕಲಾವಿದರನ್ನು ಕಾಣಬಹುದು. ತುಮಕೂರು ವಿ.ವಿ ರಿಜಿಸ್ಟ್ರರ್ ಮುಂತಾದ ಗಣ್ಯರು ಸನ್ಮಾನಿಸಿದರು. [48, 793, 325, 854]
madivala-headline [625, 790, 930, 850]
author-name: ವಿವೇಕಾನಂದ. ಎಚ್. ಕೆ. [539, 1352, 612, 1363]
date-line: ದಿನಾಂಕ:19-08-2024 ಸೋಮವಾರ [50, 36, 186, 47]
temple-caption: ತುಮಕೂರು ತಾಲ್ಲೂಕು ದೇವರಾಯನದುರ್ಗದ ಕರಿಗಿರಿ ಸುಕ್ಷೇತ್ರದಲ್ಲಿ ಶ್ರಾವಣ ಮಾಸದ ಎರಡನೇ ಶನಿವಾರದಂದು ಶ್ರೀ ಯೋಗ ಮತ್ತು ಭೋಗ ಲಕ್ಷ್ಮೀ ನರಸಿಂಹಸ್ವಾಮಿಗೆ ಶ್ರೀಗಂಧ ಅಲಂಕಾರವನ್ನು ಮಾಡಲಾಗಿತ್ತು ಹಾಗೂ ಬೆಳ್ಳಿ ರಥೋತ್ಸವವನ್ನು ನಡೆಸಲಾಯಿತು ಚಿತ್ರದಲ್ಲಿ ದೇವಸ್ಥಾನದ ಕಾರ್ಯನಿರ್ವಹಣಾಧಿಕಾರಿ ಸುನೀಲ್ ಹಾಗೂ ಸಚಿವರಾದ ಕೆ.ಎನ್.ರಾಜಣ್ಣನವರ ಕುಟುಂಬದವರನ್ನು ಕಾಣಬಹುದು. [48, 230, 325, 296]
headline-line: ಅರ್ಜಿ ಆಹ್ವಾನ [360, 497, 440, 517]
